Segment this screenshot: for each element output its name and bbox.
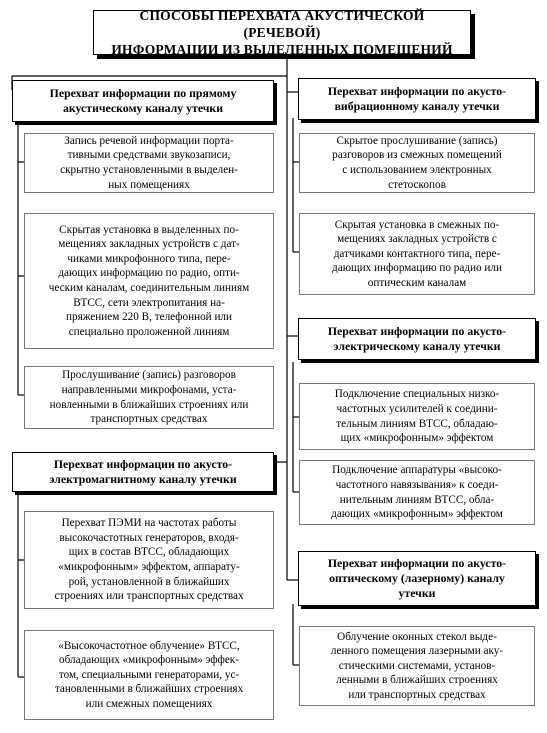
header-acousto-optical: Перехват информации по акусто- оптическому (лазерному) каналу утечки [298,551,536,606]
item-vibration-1: Скрытое прослушивание (запись) разговоров из смежных помещений с использованием электронных стетоскопов [299,133,535,193]
diagram-title: СПОСОБЫ ПЕРЕХВАТА АКУСТИЧЕСКОЙ (РЕЧЕВОЙ) ИНФОРМАЦИИ ИЗ ВЫДЕЛЕННЫХ ПОМЕЩЕНИЙ [93,10,471,55]
item-optical-1: Облучение оконных стекол выде- ленного помещения лазерными аку- стическими системами, установ- ленными в ближайших строениях или транспортных средствах [299,626,535,706]
header-direct-acoustic: Перехват информации по прямому акустическому каналу утечки [12,80,274,122]
item-direct-2: Скрытая установка в выделенных по- мещениях закладных устройств с дат- чиками микрофонного типа, пере- дающих информацию по радио, опти- ческим каналам, соединительным линиям ВТСС, сети электропитания на- пряжением 220 В, телефонной или специально проложенной линиям [24,213,274,349]
item-direct-3: Прослушивание (запись) разговоров направленными микрофонами, уста- новленными в ближайших строениях или транспортных средствах [24,366,274,429]
item-electromagnetic-1: Перехват ПЭМИ на частотах работы высокочастотных генераторов, входя- щих в состав ВТСС, обладающих «микрофонным» эффектом, аппарату- рой, установленной в ближайших строениях или транспортных средствах [24,511,274,609]
item-direct-1: Запись речевой информации порта- тивными средствами звукозаписи, скрытно установленными в выделен- ных помещениях [24,133,274,193]
header-acousto-vibration: Перехват информации по акусто- вибрационному каналу утечки [298,78,536,120]
header-acousto-electromagnetic: Перехват информации по акусто- электромагнитному каналу утечки [12,452,274,492]
item-vibration-2: Скрытая установка в смежных по- мещениях закладных устройств с датчиками контактного типа, пере- дающих информацию по радио или оптическим каналам [299,213,535,295]
header-acousto-electric: Перехват информации по акусто- электрическому каналу утечки [298,318,536,360]
item-electric-1: Подключение специальных низко- частотных усилителей к соедини- тельным линиям ВТСС, обладаю- щих «микрофонным» эффектом [299,383,535,450]
item-electric-2: Подключение аппаратуры «высоко- частотного навязывания» к соеди- нительным линиям ВТСС, обла- дающих «микрофонным» эффектом [299,460,535,525]
item-electromagnetic-2: «Высокочастотное облучение» ВТСС, обладающих «микрофонным» эффек- том, специальными генераторами, ус- тановленными в ближайших строениях или смежных помещениях [24,630,274,720]
